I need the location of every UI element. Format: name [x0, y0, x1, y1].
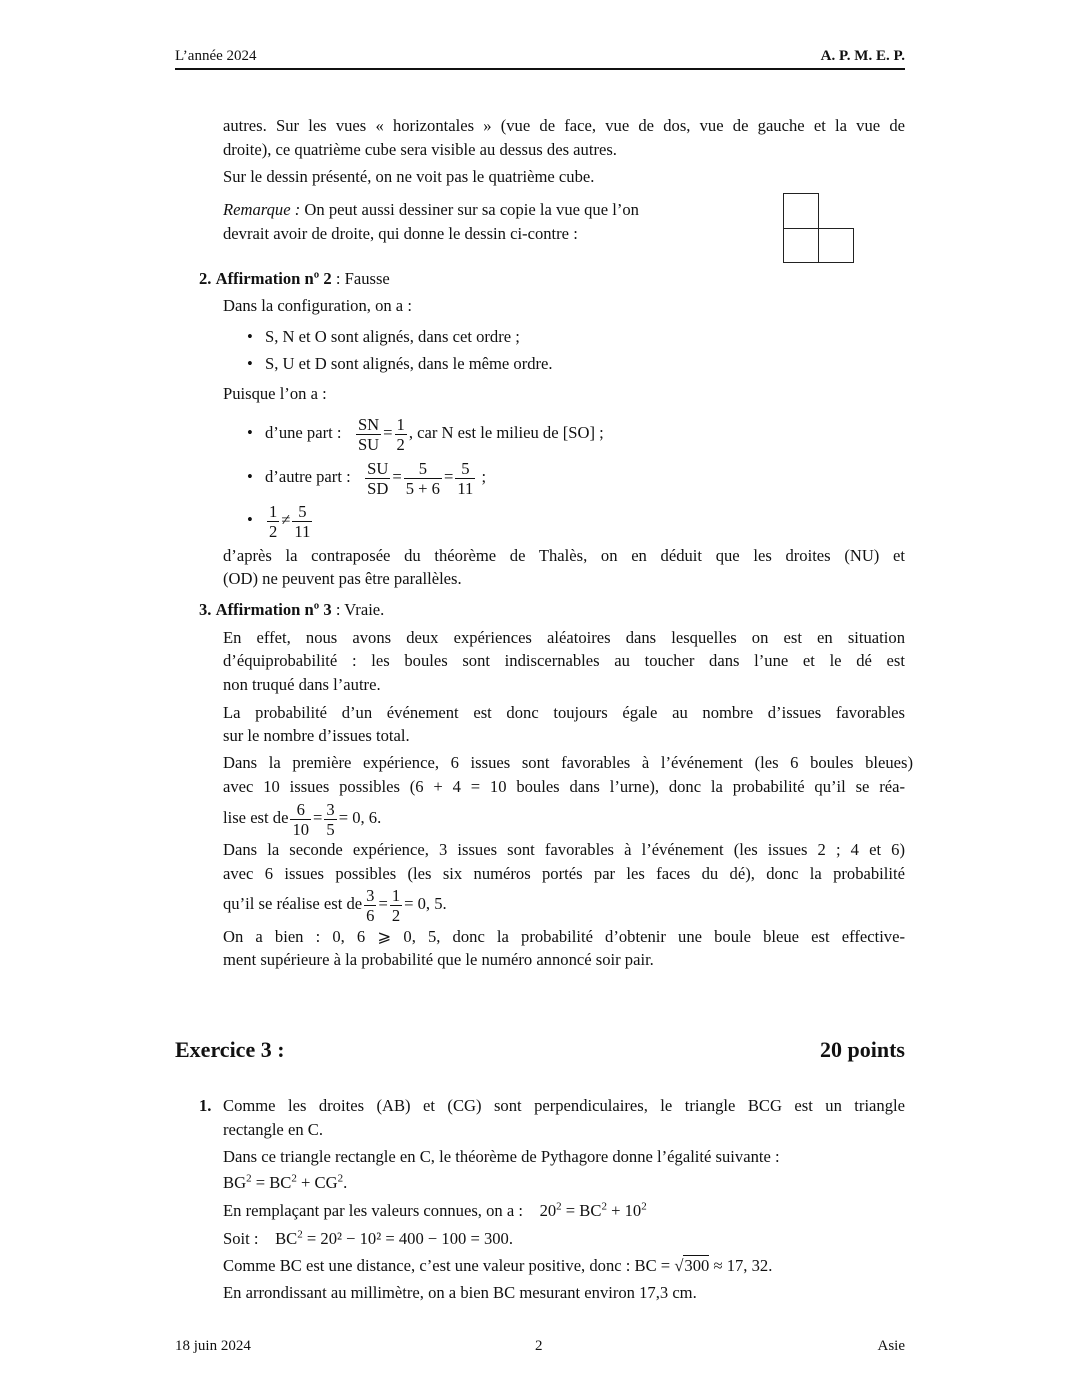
text-line: En arrondissant au millimètre, on a bien BC mesurant environ 17,3 cm.	[223, 1283, 697, 1302]
exercise-title: Exercice 3 :	[175, 1037, 285, 1062]
item-2-heading	[199, 268, 881, 290]
header-rule	[175, 68, 905, 70]
text-line: d’équiprobabilité : les boules sont indiscernables au toucher dans l’une et le dé est	[223, 651, 905, 670]
remark-text: On peut aussi dessiner sur sa copie la vue que l’on	[300, 200, 639, 219]
bullet-text: S, N et O sont alignés, dans cet ordre ;	[265, 327, 520, 346]
math-line: Comme BC est une distance, c’est une valeur positive, donc : BC = √300 ≈ 17, 32.	[223, 1256, 773, 1275]
text-line: devrait avoir de droite, qui donne le dessin ci-contre :	[223, 224, 578, 243]
fraction: $\frac{6}{10}$	[292, 799, 310, 839]
square	[783, 193, 819, 229]
text-line: Comme les droites (AB) et (CG) sont perpendiculaires, le triangle BCG est un triangle	[223, 1096, 905, 1115]
bullet-second-ratio: • d’autre part : $\frac{SU}{SD}$ = $\frac{5}{5 + 6}$ = $\frac{5}{11}$ ;	[247, 458, 487, 498]
text-line: En effet, nous avons deux expériences aléatoires dans lesquelles on est en situation	[223, 628, 905, 647]
text-line: non truqué dans l’autre.	[223, 675, 381, 694]
item-3-heading	[199, 599, 881, 621]
footer-date: 18 juin 2024	[175, 1338, 251, 1354]
text-line: Dans la seconde expérience, 3 issues sont favorables à l’événement (les issues 2 ; 4 et 6)	[223, 840, 905, 859]
bullet-text: S, U et D sont alignés, dans le même ordre.	[265, 354, 553, 373]
remark-label: Remarque :	[223, 200, 301, 219]
fraction: $\frac{1}{2}$	[269, 501, 278, 541]
label: d’une part :	[265, 423, 342, 442]
fraction: $\frac{SU}{SD}$	[367, 458, 389, 498]
square	[818, 228, 854, 263]
fraction: $\frac{5}{11}$	[294, 501, 311, 541]
text-line: Dans la première expérience, 6 issues sont favorables à l’événement (les 6 boules bleues)	[223, 753, 913, 772]
math-line: Soit : $BC^2 = 20^2 - 10^2 = 400 - 100 = 300$.	[223, 1228, 513, 1248]
fraction: $\frac{1}{2}$	[396, 414, 405, 454]
bullet-item: • S, N et O sont alignés, dans cet ordre ;	[247, 327, 520, 346]
bullet-item: • S, U et D sont alignés, dans le même ordre.	[247, 354, 553, 373]
item-number: 3.	[199, 600, 212, 619]
item-number: 1.	[199, 1096, 212, 1115]
fraction: $\frac{5}{5 + 6}$	[405, 458, 440, 498]
header-title: L’année 2024	[175, 48, 257, 64]
label: d’autre part :	[265, 467, 351, 486]
bullet-inequality: • $\frac{1}{2}$ ≠ $\frac{5}{11}$	[247, 501, 311, 541]
text-line: Dans ce triangle rectangle en C, le théorème de Pythagore donne l’égalité suivante :	[223, 1147, 780, 1166]
text-line: sur le nombre d’issues total.	[223, 726, 410, 745]
text-line: ment supérieure à la probabilité que le numéro annoncé soir pair.	[223, 950, 654, 969]
item-number: 2.	[199, 269, 212, 288]
text-line: avec 10 issues possibles (6 + 4 = 10 boules dans l’urne), donc la probabilité qu’il se réa-	[223, 777, 905, 796]
item-title: Affirmation nº 3	[215, 600, 332, 619]
text-line: Puisque l’on a :	[223, 384, 327, 403]
fraction: $\frac{1}{2}$	[391, 885, 401, 925]
footer-region: Asie	[877, 1338, 905, 1354]
text-line: d’après la contraposée du théorème de Thalès, on en déduit que les droites (NU) et	[223, 546, 905, 565]
math-line: lise est de $\frac{6}{10}$ = $\frac{3}{5}$ = 0, 6.	[223, 799, 382, 839]
text-line: On a bien : 0, 6 ⩾ 0, 5, donc la probabilité d’obtenir une boule bleue est effective-	[223, 927, 905, 946]
fraction: $\frac{SN}{SU}$	[357, 414, 380, 454]
fraction: $\frac{3}{5}$	[326, 799, 335, 839]
page-number: 2	[535, 1338, 543, 1354]
text-line: Sur le dessin présenté, on ne voit pas le quatrième cube.	[223, 167, 595, 186]
exercise-points: 20 points	[820, 1037, 905, 1062]
text-line: La probabilité d’un événement est donc toujours égale au nombre d’issues favorables	[223, 703, 905, 722]
text-line: Dans la configuration, on a :	[223, 296, 412, 315]
fraction: $\frac{3}{6}$	[366, 885, 375, 925]
text-line: autres. Sur les vues « horizontales » (vue de face, vue de dos, vue de gauche et la vue de	[223, 116, 905, 135]
text: , car N est le milieu de [SO] ;	[408, 423, 604, 442]
equation: $BG^2 = BC^2 + CG^2$.	[223, 1172, 348, 1192]
item-verdict: : Fausse	[331, 269, 390, 288]
math-line: qu’il se réalise est de $\frac{3}{6}$ = $\frac{1}{2}$ = 0, 5.	[223, 885, 447, 925]
square	[783, 228, 819, 263]
item-title: Affirmation nº 2	[215, 269, 332, 288]
text-line: rectangle en C.	[223, 1120, 323, 1139]
fraction: $\frac{5}{11}$	[457, 458, 474, 498]
item-verdict: : Vraie.	[331, 600, 385, 619]
bullet-first-ratio: • d’une part : $\frac{SN}{SU}$ = $\frac{1}{2}$ , car N est le milieu de [SO] ;	[247, 414, 604, 454]
header-org: A. P. M. E. P.	[820, 48, 905, 64]
math-line: En remplaçant par les valeurs connues, on a : $20^2 = BC^2 + 10^2$	[223, 1200, 647, 1220]
text-line: (OD) ne peuvent pas être parallèles.	[223, 569, 462, 588]
text-line: droite), ce quatrième cube sera visible au dessus des autres.	[223, 140, 617, 159]
text-line: avec 6 issues possibles (les six numéros portés par les faces du dé), donc la probabilité	[223, 864, 905, 883]
